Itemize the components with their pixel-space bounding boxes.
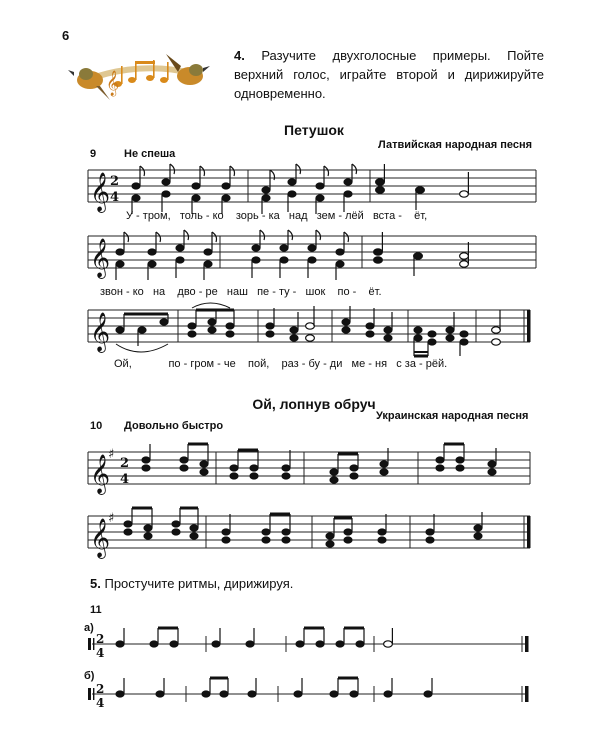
birds-illustration — [66, 50, 216, 106]
time-sig-bottom: 4 — [120, 472, 130, 487]
svg-text:4: 4 — [96, 696, 105, 710]
time-sig-top: 2 — [120, 456, 130, 471]
svg-text:♯: ♯ — [108, 511, 115, 526]
song-1-lyrics-line-3: Ой, по - гром - че пой, раз - бу - ди ме - ня с за - рёй. — [114, 358, 448, 370]
task-4-text: Разучите двухголосные примеры. Пойте верхний голос, играйте второй и дирижируйте одновременно. — [234, 48, 544, 101]
song-1-lyrics-line-1: У - тром, толь - ко зорь - ка над зем - лёй вста - ёт, — [126, 210, 428, 222]
song-2-title: Ой, лопнув обруч — [252, 396, 376, 412]
song-1-source: Латвийская народная песня — [378, 139, 533, 151]
song-1-staff-1 — [80, 160, 540, 216]
task-4-number: 4. — [234, 48, 245, 63]
time-sig-top: 2 — [110, 174, 120, 189]
svg-text:𝄞: 𝄞 — [90, 172, 111, 212]
rhythm-b-label: б) — [84, 670, 95, 682]
task-5-instructions — [90, 576, 293, 591]
rhythm-a-label: а) — [84, 622, 94, 634]
song-1-staff-3 — [80, 300, 540, 360]
svg-text:𝄞: 𝄞 — [90, 238, 111, 278]
task-5-number: 5. — [90, 576, 101, 591]
song-1-tempo: Не спеша — [124, 148, 176, 160]
song-2-tempo: Довольно быстро — [124, 420, 224, 432]
task-5-exercise-number: 11 — [90, 604, 102, 616]
svg-text:2: 2 — [96, 632, 105, 646]
time-sig-bottom: 4 — [110, 190, 120, 205]
song-2-source: Украинская народная песня — [376, 410, 529, 422]
page-number: 6 — [62, 28, 70, 43]
svg-text:𝄞: 𝄞 — [90, 312, 111, 352]
song-2-staff-1 — [80, 442, 540, 498]
task-4-instructions — [234, 46, 544, 103]
rhythm-a — [84, 626, 544, 662]
svg-text:♯: ♯ — [108, 447, 115, 462]
song-1-exercise-number: 9 — [90, 148, 97, 160]
task-5-text: Простучите ритмы, дирижируя. — [104, 576, 294, 591]
song-2-exercise-number: 10 — [90, 420, 103, 432]
svg-text:4: 4 — [96, 646, 105, 660]
svg-text:𝄞: 𝄞 — [106, 71, 120, 96]
svg-text:𝄞: 𝄞 — [90, 454, 111, 494]
svg-text:𝄞: 𝄞 — [90, 518, 111, 558]
svg-text:2: 2 — [96, 682, 105, 696]
song-1-title: Петушок — [284, 122, 344, 138]
song-2-staff-2 — [80, 506, 540, 562]
song-1-staff-2 — [80, 226, 540, 282]
rhythm-b — [84, 676, 544, 712]
song-1-lyrics-line-2: звон - ко на дво - ре наш пе - ту - шок по - ёт. — [100, 286, 382, 298]
